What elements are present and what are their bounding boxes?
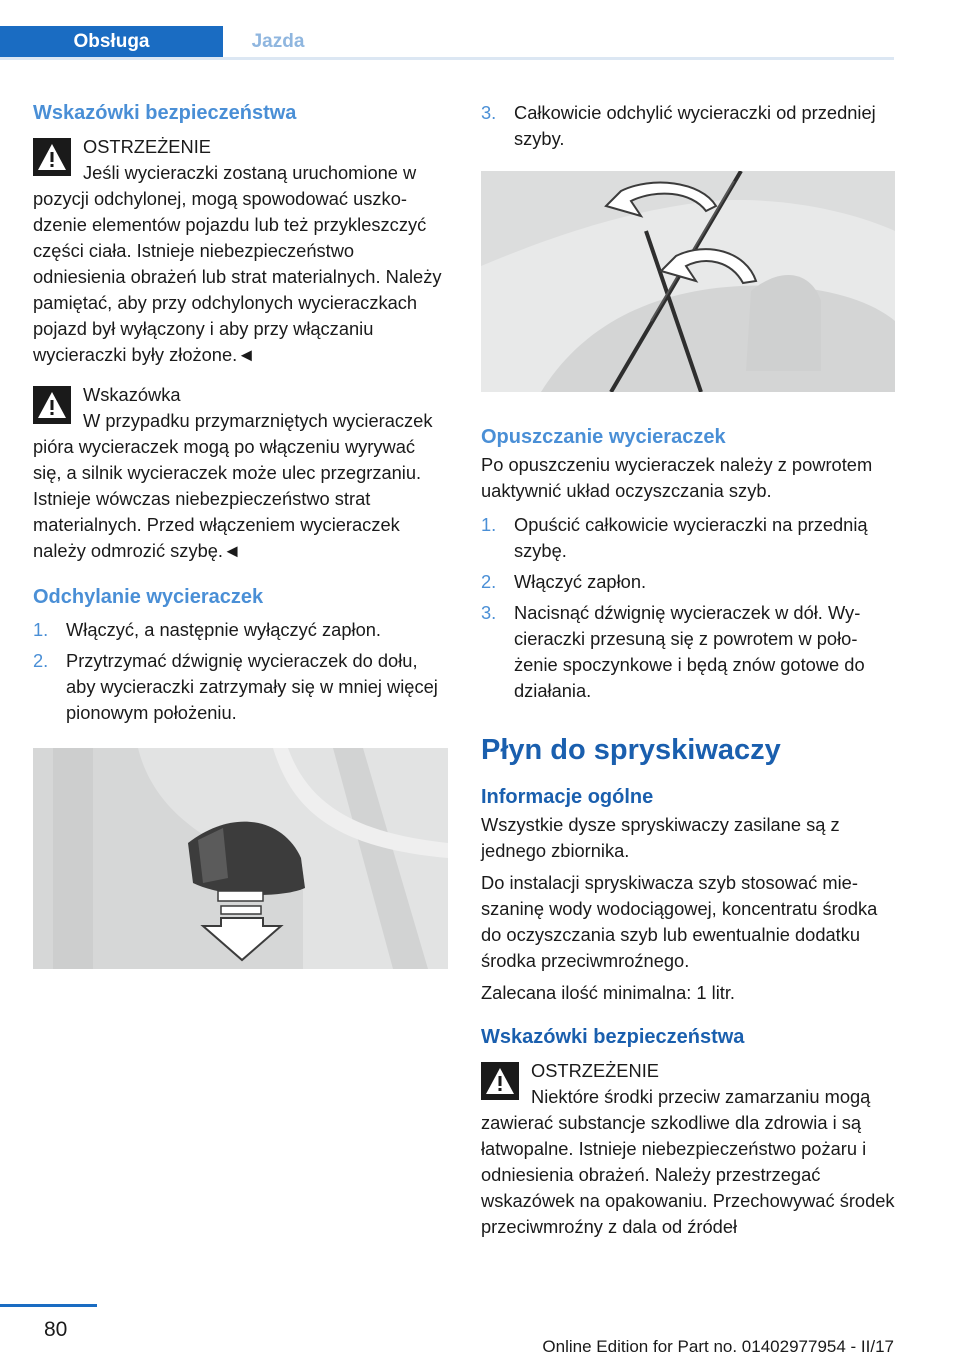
wiper-lever-drawing [33,748,448,969]
step-text: Włączyć zapłon. [514,571,647,592]
wiper-blades-illustration [481,171,895,392]
warning-text: Niektóre środki przeciw zamarzaniu mogą zawierać substancje szkodliwe dla zdrowia i są łatwopalne. Istnieje niebezpieczeństwo pożaru i odniesienia obrażeń. Należy przestrzegać wskazówek na opakowaniu. Przechowywać środek przeciwmroźny z dala od źródeł [481,1086,895,1237]
lower-intro: Po opuszczeniu wycieraczek należy z powrotem uaktywnić układ oczyszczania szyb. [481,454,873,501]
warning-text: Jeśli wycieraczki zostaną uruchomione w pozycji odchylonej, mogą spowodować uszkodzenie elementów pojazdu lub też przykleszczyć części ciała. Istnieje niebezpieczeństwo odniesienia obrażeń lub strat materialnych. Należy pamiętać, aby przy odchylonych wycieraczkach pojazd był wyłączony i aby przy włączaniu wycieraczki były złożone.◄ [33,162,442,365]
step-number: 2. [33,650,49,671]
step-number: 2. [481,571,497,592]
page-number: 80 [44,1318,68,1341]
left-column [33,98,448,969]
note-text: W przypadku przymarzniętych wycieraczek pióra wycieraczek mogą po włączeniu wyrywać się, a silnik wycieraczek może ulec przegrzaniu. Istnieje wówczas niebezpieczeństwo strat materialnych. Przed włączeniem wycieraczek należy odmrozić szybę.◄ [33,410,433,561]
safety-heading: Wskazówki bezpieczeństwa [33,102,297,124]
tab-underline [0,57,894,60]
fold-heading: Odchylanie wycieraczek [33,586,264,608]
warning-triangle-icon [481,1062,519,1100]
list-item [33,648,448,726]
general-paragraph: Wszystkie dysze spryskiwaczy zasilane są z jednego zbiornika. [481,814,840,861]
warning-block-2 [481,1058,895,1240]
fold-steps [33,617,448,726]
list-item [481,100,895,152]
general-info-heading: Informacje ogólne [481,786,654,808]
step-text: Opuścić całkowicie wycieraczki na przednią szybę. [514,514,868,561]
fold-steps-continued [481,100,895,152]
lower-heading: Opuszczanie wycieraczek [481,426,726,448]
list-item [481,512,895,564]
step-text: Włączyć, a następnie wyłączyć zapłon. [66,619,381,640]
safety-heading-2: Wskazówki bezpieczeństwa [481,1026,745,1048]
warning-triangle-icon [33,138,71,176]
edition-note: Online Edition for Part no. 01402977954 - II/17 [542,1337,894,1356]
note-block [33,382,448,564]
right-column [481,98,895,1240]
list-item [33,617,448,643]
lower-steps [481,512,895,704]
warning-title: OSTRZEŻENIE [83,136,211,157]
wiper-lever-illustration [33,748,448,969]
chapter-tabs [0,26,894,60]
wiper-blades-drawing [481,171,895,392]
step-number: 1. [481,514,497,535]
general-paragraph: Zalecana ilość minimalna: 1 litr. [481,982,736,1003]
note-title: Wskazówka [83,384,181,405]
list-item [481,569,895,595]
step-number: 1. [33,619,49,640]
general-paragraph: Do instalacji spryskiwacza szyb stosować mieszaninę wody wodociągowej, koncentratu środka do oczyszczania szyb lub ewentualnie dodatku środka przeciwmroźnego. [481,872,878,971]
washer-fluid-title: Płyn do spryskiwaczy [481,734,781,766]
tab-obsluga[interactable]: Obsługa [0,26,223,57]
tab-jazda[interactable]: Jazda [223,26,333,57]
step-text: Przytrzymać dźwignię wycieraczek do dołu, aby wycieraczki zatrzymały się w mniej więcej pionowym położeniu. [66,650,438,723]
step-number: 3. [481,102,497,123]
warning-title: OSTRZEŻENIE [531,1060,659,1081]
footer-accent-line [0,1304,97,1307]
step-number: 3. [481,602,497,623]
step-text: Całkowicie odchylić wycieraczki od przedniej szyby. [514,102,876,149]
warning-block [33,134,448,368]
warning-triangle-icon [33,386,71,424]
step-text: Nacisnąć dźwignię wycieraczek w dół. Wycieraczki przesuną się z powrotem w położenie spoczynkowe i będą znów gotowe do działania. [514,602,865,701]
list-item [481,600,895,704]
